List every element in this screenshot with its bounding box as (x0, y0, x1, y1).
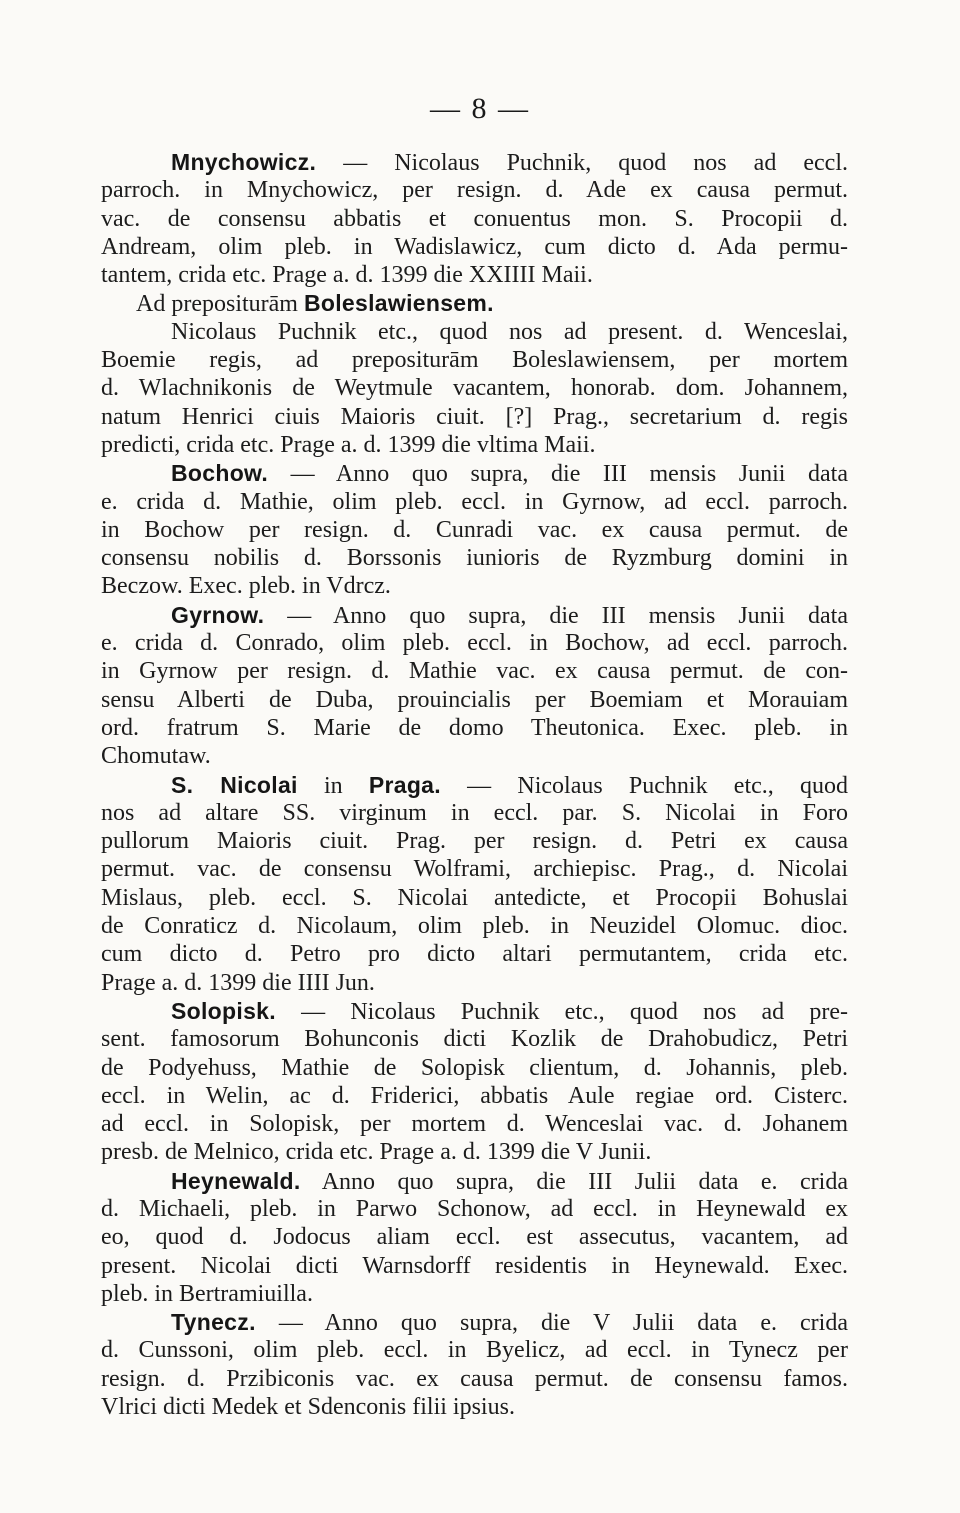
text-line (101, 346, 848, 374)
line-text: — Anno quo supra, die III mensis Junii data (264, 602, 848, 629)
line-text: in Bochow per resign. d. Cunradi vac. ex causa permut. de (101, 516, 848, 543)
text-line (101, 1223, 848, 1251)
line-text: e. crida d. Conrado, olim pleb. eccl. in Bochow, ad eccl. parroch. (101, 630, 848, 657)
line-text: — Nicolaus Puchnik etc., quod (440, 772, 848, 799)
text-line (101, 1252, 848, 1280)
line-text: natum Henrici ciuis Maioris ciuit. [?] Prag., secretarium d. regis (101, 403, 848, 430)
text-line (101, 1054, 848, 1082)
line-text: in Gyrnow per resign. d. Mathie vac. ex causa permut. de con- (101, 658, 848, 685)
text-line (101, 827, 848, 855)
entry-heading-line (101, 1308, 848, 1336)
line-text: — Nicolaus Puchnik etc., quod nos ad pre- (275, 998, 848, 1025)
line-text: cum dicto d. Petro pro dicto altari permutantem, crida etc. (101, 941, 848, 968)
line-text: Boemie regis, ad prepositurām Boleslawiensem, per mortem (101, 347, 848, 374)
line-text: tantem, crida etc. Prage a. d. 1399 die XXIIII Maii. (101, 262, 593, 289)
line-text: pleb. in Bertramiuilla. (101, 1280, 313, 1307)
text-line (101, 629, 848, 657)
line-text: Andream, olim pleb. in Wadislawicz, cum dicto d. Ada permu- (101, 233, 848, 260)
entry-heading-line (101, 148, 848, 176)
text-line (101, 544, 848, 572)
line-text: — Nicolaus Puchnik, quod nos ad eccl. (316, 150, 848, 176)
entry-heading-line (101, 601, 848, 629)
line-text: vac. de consensu abbatis et conuentus mon. S. Procopii d. (101, 205, 848, 232)
text-line (101, 686, 848, 714)
text-line (101, 1110, 848, 1138)
text-line (101, 1336, 848, 1364)
entry-heading: Tynecz. (171, 1309, 256, 1336)
line-text: consensu nobilis d. Borssonis iunioris de Ryzmburg domini in (101, 545, 848, 572)
entry-heading: Gyrnow. (171, 601, 265, 628)
line-text: e. crida d. Mathie, olim pleb. eccl. in Gyrnow, ad eccl. parroch. (101, 488, 848, 515)
text-line (101, 1393, 848, 1421)
line-text: resign. d. Przibiconis vac. ex causa permut. de consensu famos. (101, 1365, 848, 1392)
entry-heading-line (101, 459, 848, 487)
entry-heading: Bochow. (171, 460, 269, 487)
line-text: predicti, crida etc. Prage a. d. 1399 die vltima Maii. (101, 431, 596, 458)
line-text: sent. famosorum Bohunconis dicti Kozlik de Drahobudicz, Petri (101, 1026, 848, 1053)
line-text: Nicolaus Puchnik etc., quod nos ad present. d. Wenceslai, (171, 318, 848, 345)
line-text: Chomutaw. (101, 743, 211, 770)
entry-heading: Praga. (368, 771, 441, 798)
line-text: present. Nicolai dicti Warnsdorff residentis in Heynewald. Exec. (101, 1252, 848, 1279)
line-text: Prage a. d. 1399 die IIII Jun. (101, 969, 375, 996)
line-text: parroch. in Mnychowicz, per resign. d. Ade ex causa permut. (101, 177, 848, 204)
line-text: d. Cunssoni, olim pleb. eccl. in Byelicz, ad eccl. in Tynecz per (101, 1337, 848, 1364)
text-line (101, 431, 848, 459)
text-line (101, 855, 848, 883)
text-line (101, 403, 848, 431)
entry-heading-line (101, 289, 848, 317)
line-text: ord. fratrum S. Marie de domo Theutonica. Exec. pleb. in (101, 714, 848, 741)
line-text: de Conraticz d. Nicolaum, olim pleb. in Neuzidel Olomuc. dioc. (101, 913, 848, 940)
text-line (101, 1280, 848, 1308)
line-text: de Podyehuss, Mathie de Solopisk clientum, d. Johannis, pleb. (101, 1054, 848, 1081)
line-text: — Anno quo supra, die III mensis Junii data (268, 461, 848, 488)
text-line (101, 205, 848, 233)
line-text: presb. de Melnico, crida etc. Prage a. d. 1399 die V Junii. (101, 1139, 652, 1166)
text-line (101, 488, 848, 516)
text-line (101, 1025, 848, 1053)
text-line (101, 374, 848, 402)
text-line (101, 1082, 848, 1110)
text-line (101, 912, 848, 940)
document-text (101, 148, 848, 1421)
line-text: pullorum Maioris ciuit. Prag. per resign. d. Petri ex causa (101, 828, 848, 855)
line-text: sensu Alberti de Duba, prouincialis per Boemiam et Morauiam (101, 686, 848, 713)
text-line (101, 176, 848, 204)
line-text: d. Wlachnikonis de Weytmule vacantem, honorab. dom. Johannem, (101, 375, 848, 402)
line-text: d. Michaeli, pleb. in Parwo Schonow, ad eccl. in Heynewald ex (101, 1195, 848, 1222)
text-line (101, 1195, 848, 1223)
text-line (101, 714, 848, 742)
text-line (101, 318, 848, 346)
text-line (101, 940, 848, 968)
text-line (101, 261, 848, 289)
text-line (101, 969, 848, 997)
text-line (101, 572, 848, 600)
text-line (101, 233, 848, 261)
entry-heading-line (101, 997, 848, 1025)
line-text: permut. vac. de consensu Wolframi, archiepisc. Prag., d. Nicolai (101, 856, 848, 883)
entry-heading: Heynewald. (171, 1167, 301, 1194)
line-text: nos ad altare SS. virginum in eccl. par. S. Nicolai in Foro (101, 799, 848, 826)
line-text: Beczow. Exec. pleb. in Vdrcz. (101, 573, 391, 600)
entry-heading: S. Nicolai (171, 771, 298, 798)
line-text: Mislaus, pleb. eccl. S. Nicolai antedicte, et Procopii Bohuslai (101, 884, 848, 911)
text-line (101, 884, 848, 912)
line-text: Vlrici dicti Medek et Sdenconis filii ipsius. (101, 1394, 515, 1421)
line-text: — Anno quo supra, die V Julii data e. crida (255, 1310, 848, 1337)
line-text: in (297, 772, 369, 799)
entry-heading: Boleslawiensem. (303, 290, 494, 317)
line-text: Anno quo supra, die III Julii data e. crida (300, 1168, 848, 1195)
line-text: ad eccl. in Solopisk, per mortem d. Wenceslai vac. d. Johanem (101, 1111, 848, 1138)
text-line (101, 799, 848, 827)
entry-heading: Solopisk. (171, 997, 276, 1024)
text-line (101, 1365, 848, 1393)
text-line (101, 1138, 848, 1166)
line-text: eo, quod d. Jodocus aliam eccl. est assecutus, vacantem, ad (101, 1224, 848, 1251)
page-number: — 8 — (430, 92, 530, 125)
entry-heading-line (101, 1167, 848, 1195)
text-line (101, 516, 848, 544)
line-text: eccl. in Welin, ac d. Friderici, abbatis Aule regiae ord. Cisterc. (101, 1082, 848, 1109)
line-prefix: Ad prepositurām (136, 291, 304, 318)
text-line (101, 657, 848, 685)
entry-heading: Mnychowicz. (171, 149, 317, 175)
entry-heading-line (101, 771, 848, 799)
text-line (101, 742, 848, 770)
